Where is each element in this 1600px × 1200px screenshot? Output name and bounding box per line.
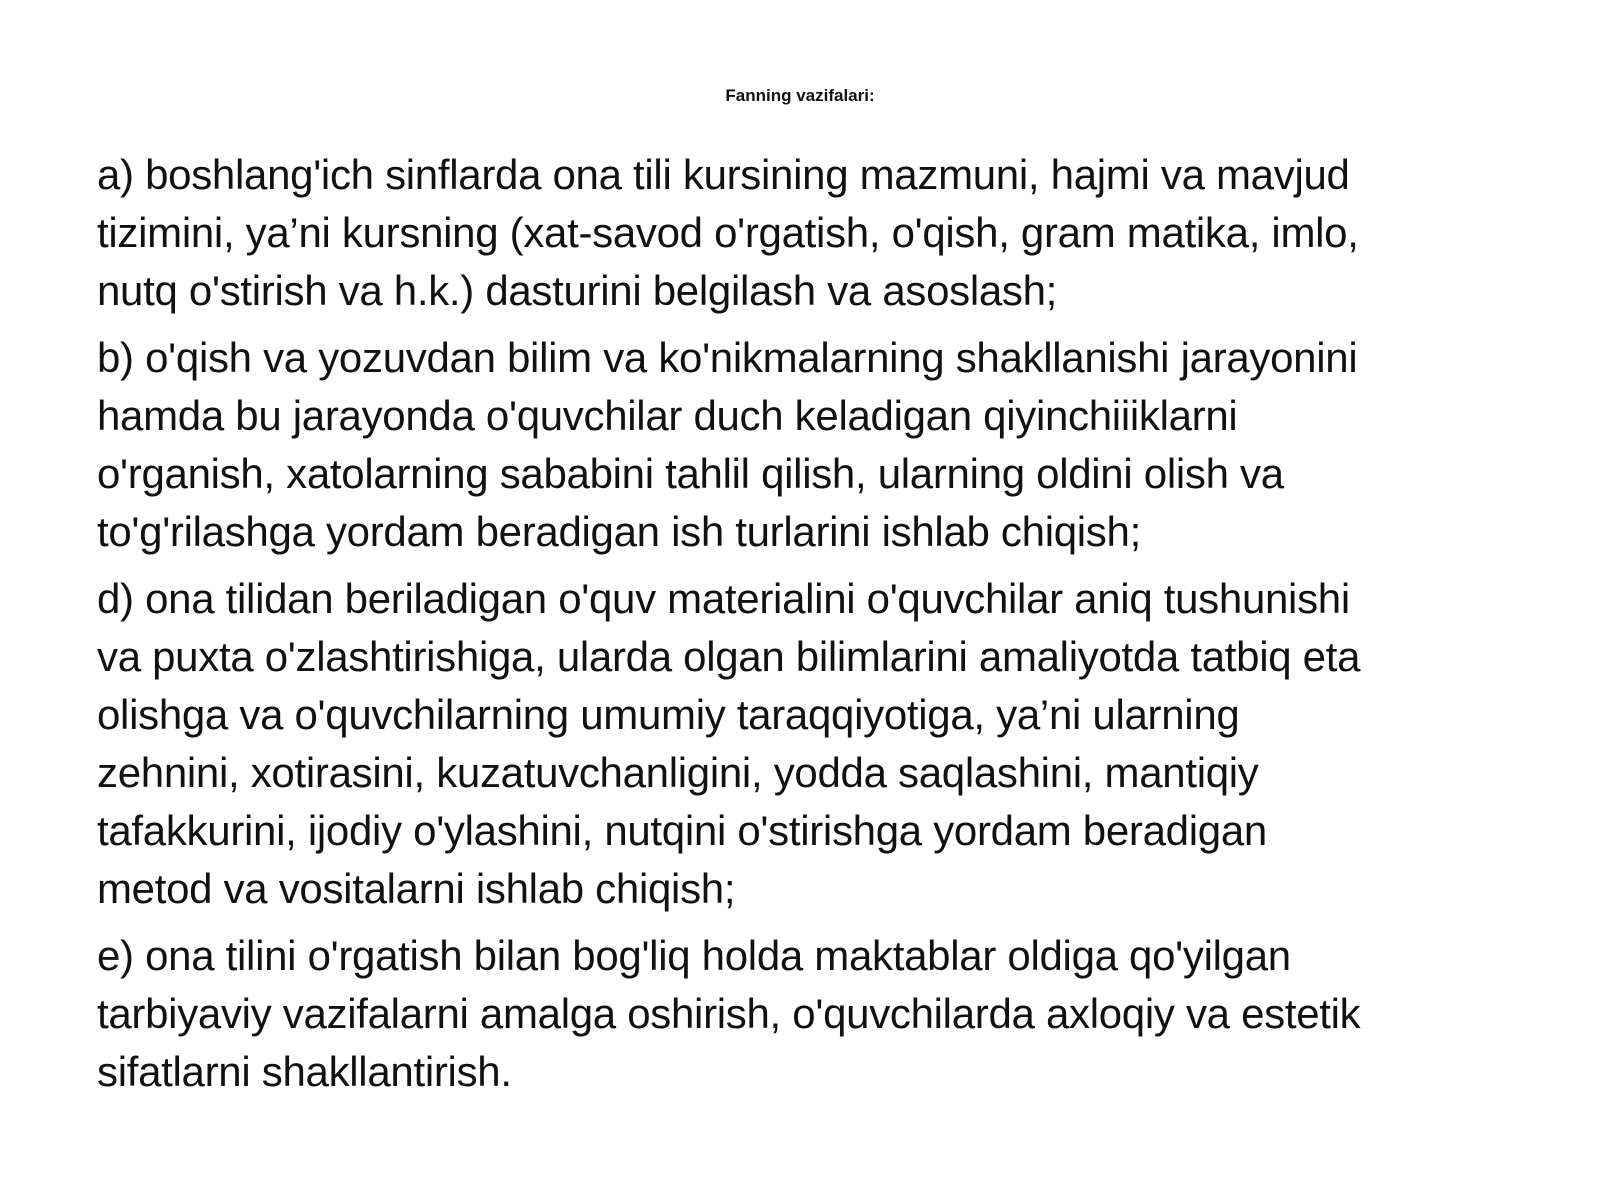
paragraph-b: b) o'qish va yozuvdan bilim va ko'nikmalarning shakllanishi jarayonini hamda bu jarayonda o'quvchilar duch keladigan qiyinchiiiklarni o'rganish, xatolarning sababini tahlil qilish, ularning oldini olish va to'g'rilashga yordam beradigan ish turlarini ishlab chiqish; [97,334,1358,555]
paragraph-d: d) ona tilidan beriladigan o'quv materialini o'quvchilar aniq tushunishi va puxta o'zlashtirishiga, ularda olgan bilimlarini amaliyotda tatbiq eta olishga va o'quvchilarning umumiy taraqqiyotiga, ya’ni ularning zehnini, xotirasini, kuzatuvchanligini, yodda saqlashini, mantiqiy tafakkurini, ijodiy o'ylashini, nutqini o'stirishga yordam beradigan metod va vositalarni ishlab chiqish; [97,575,1361,912]
paragraph-e: e) ona tilini o'rgatish bilan bog'liq holda maktablar oldiga qo'yilgan tarbiyaviy vazifalarni amalga oshirish, o'quvchilarda axloqiy va estetik sifatlarni shakllantirish. [97,932,1361,1095]
slide-body [97,146,1537,1110]
slide-title: Fanning vazifalari: [725,86,875,105]
paragraph-a: a) boshlang'ich sinflarda ona tili kursining mazmuni, hajmi va mavjud tizimini, ya’ni kursning (xat-savod o'rgatish, o'qish, gram matika, imlo, nutq o'stirish va h.k.) dasturini belgilash va asoslash; [97,151,1359,314]
